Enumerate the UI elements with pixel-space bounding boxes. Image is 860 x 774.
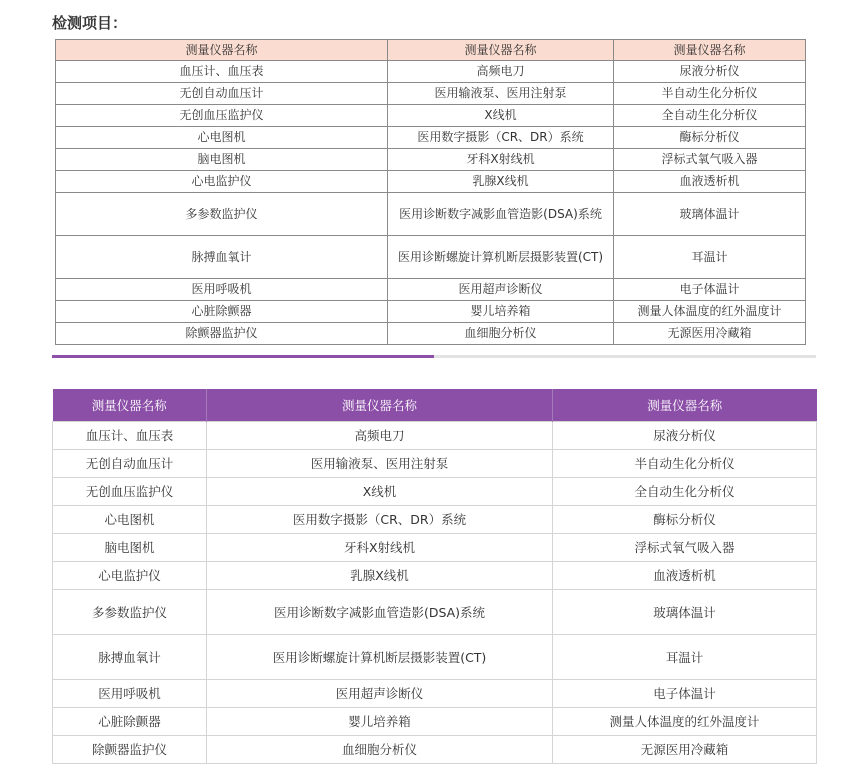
table-cell: 无源医用冷藏箱 [614, 323, 806, 345]
section-title: 检测项目： [52, 14, 128, 32]
table-cell: 牙科X射线机 [388, 149, 614, 171]
table-cell: 高频电刀 [207, 422, 553, 450]
table-cell: 乳腺X线机 [388, 171, 614, 193]
table-cell: 半自动生化分析仪 [553, 450, 817, 478]
table-cell: 耳温计 [553, 635, 817, 680]
table-header-row [56, 40, 806, 61]
table-row [56, 236, 806, 279]
table-cell: 医用呼吸机 [53, 680, 207, 708]
table-cell: 电子体温计 [614, 279, 806, 301]
table-cell: 医用诊断螺旋计算机断层摄影装置(CT) [388, 236, 614, 279]
table-cell: 医用呼吸机 [56, 279, 388, 301]
table-row [53, 450, 817, 478]
table-cell: 医用超声诊断仪 [388, 279, 614, 301]
table-row [53, 534, 817, 562]
table-row [56, 323, 806, 345]
table-cell: 全自动生化分析仪 [553, 478, 817, 506]
table-cell: 乳腺X线机 [207, 562, 553, 590]
table-cell: 脉搏血氧计 [53, 635, 207, 680]
table-cell: 血压计、血压表 [56, 61, 388, 83]
column-header: 测量仪器名称 [553, 389, 817, 422]
table-row [56, 171, 806, 193]
table-row [53, 680, 817, 708]
table-row [53, 635, 817, 680]
table-cell: 医用诊断数字减影血管造影(DSA)系统 [207, 590, 553, 635]
table-row [53, 506, 817, 534]
table-cell: 尿液分析仪 [553, 422, 817, 450]
table-cell: 玻璃体温计 [614, 193, 806, 236]
table-row [56, 127, 806, 149]
table-cell: 电子体温计 [553, 680, 817, 708]
table-cell: 酶标分析仪 [614, 127, 806, 149]
table-cell: 无创自动血压计 [53, 450, 207, 478]
table-cell: 婴儿培养箱 [207, 708, 553, 736]
table-cell: 心电监护仪 [53, 562, 207, 590]
table-cell: 脑电图机 [56, 149, 388, 171]
table-row [53, 562, 817, 590]
table-cell: 测量人体温度的红外温度计 [553, 708, 817, 736]
table-cell: 无创自动血压计 [56, 83, 388, 105]
table-row [53, 590, 817, 635]
table-cell: 脑电图机 [53, 534, 207, 562]
table-cell: 心脏除颤器 [53, 708, 207, 736]
column-header: 测量仪器名称 [56, 40, 388, 61]
column-header: 测量仪器名称 [388, 40, 614, 61]
table-cell: 耳温计 [614, 236, 806, 279]
table-cell: 浮标式氧气吸入器 [614, 149, 806, 171]
section-divider [52, 355, 816, 358]
table-row [56, 193, 806, 236]
table-cell: 婴儿培养箱 [388, 301, 614, 323]
table-cell: 脉搏血氧计 [56, 236, 388, 279]
table-cell: 血压计、血压表 [53, 422, 207, 450]
table-cell: X线机 [207, 478, 553, 506]
instrument-table-primary [55, 39, 806, 345]
instrument-table-secondary [52, 389, 817, 764]
table-cell: 心脏除颤器 [56, 301, 388, 323]
table-row [53, 478, 817, 506]
table-cell: 玻璃体温计 [553, 590, 817, 635]
table-cell: 多参数监护仪 [56, 193, 388, 236]
table-row [56, 279, 806, 301]
table-row [56, 83, 806, 105]
table-cell: 浮标式氧气吸入器 [553, 534, 817, 562]
column-header: 测量仪器名称 [614, 40, 806, 61]
table-cell: 医用诊断螺旋计算机断层摄影装置(CT) [207, 635, 553, 680]
table-cell: 血液透析机 [553, 562, 817, 590]
table-cell: 血液透析机 [614, 171, 806, 193]
table-cell: 医用输液泵、医用注射泵 [207, 450, 553, 478]
table-cell: 酶标分析仪 [553, 506, 817, 534]
table-cell: 多参数监护仪 [53, 590, 207, 635]
table-row [53, 708, 817, 736]
table-row [56, 301, 806, 323]
table-cell: 心电图机 [56, 127, 388, 149]
table-cell: 尿液分析仪 [614, 61, 806, 83]
table-cell: 全自动生化分析仪 [614, 105, 806, 127]
table-cell: 医用数字摄影（CR、DR）系统 [207, 506, 553, 534]
table-cell: 医用输液泵、医用注射泵 [388, 83, 614, 105]
table-cell: 医用数字摄影（CR、DR）系统 [388, 127, 614, 149]
table-cell: 无创血压监护仪 [53, 478, 207, 506]
table-row [53, 736, 817, 764]
table-cell: 除颤器监护仪 [56, 323, 388, 345]
table-row [53, 422, 817, 450]
column-header: 测量仪器名称 [207, 389, 553, 422]
table-cell: 半自动生化分析仪 [614, 83, 806, 105]
table-cell: 牙科X射线机 [207, 534, 553, 562]
table-cell: 无创血压监护仪 [56, 105, 388, 127]
table-cell: 无源医用冷藏箱 [553, 736, 817, 764]
table-cell: 血细胞分析仪 [388, 323, 614, 345]
table-cell: 医用诊断数字减影血管造影(DSA)系统 [388, 193, 614, 236]
table-cell: X线机 [388, 105, 614, 127]
table-cell: 除颤器监护仪 [53, 736, 207, 764]
table-row [56, 61, 806, 83]
table-row [56, 149, 806, 171]
table-header-row [53, 389, 817, 422]
table-cell: 心电图机 [53, 506, 207, 534]
table-row [56, 105, 806, 127]
table-cell: 心电监护仪 [56, 171, 388, 193]
table-cell: 血细胞分析仪 [207, 736, 553, 764]
divider-accent [52, 355, 434, 358]
column-header: 测量仪器名称 [53, 389, 207, 422]
table-cell: 测量人体温度的红外温度计 [614, 301, 806, 323]
table-cell: 医用超声诊断仪 [207, 680, 553, 708]
table-cell: 高频电刀 [388, 61, 614, 83]
